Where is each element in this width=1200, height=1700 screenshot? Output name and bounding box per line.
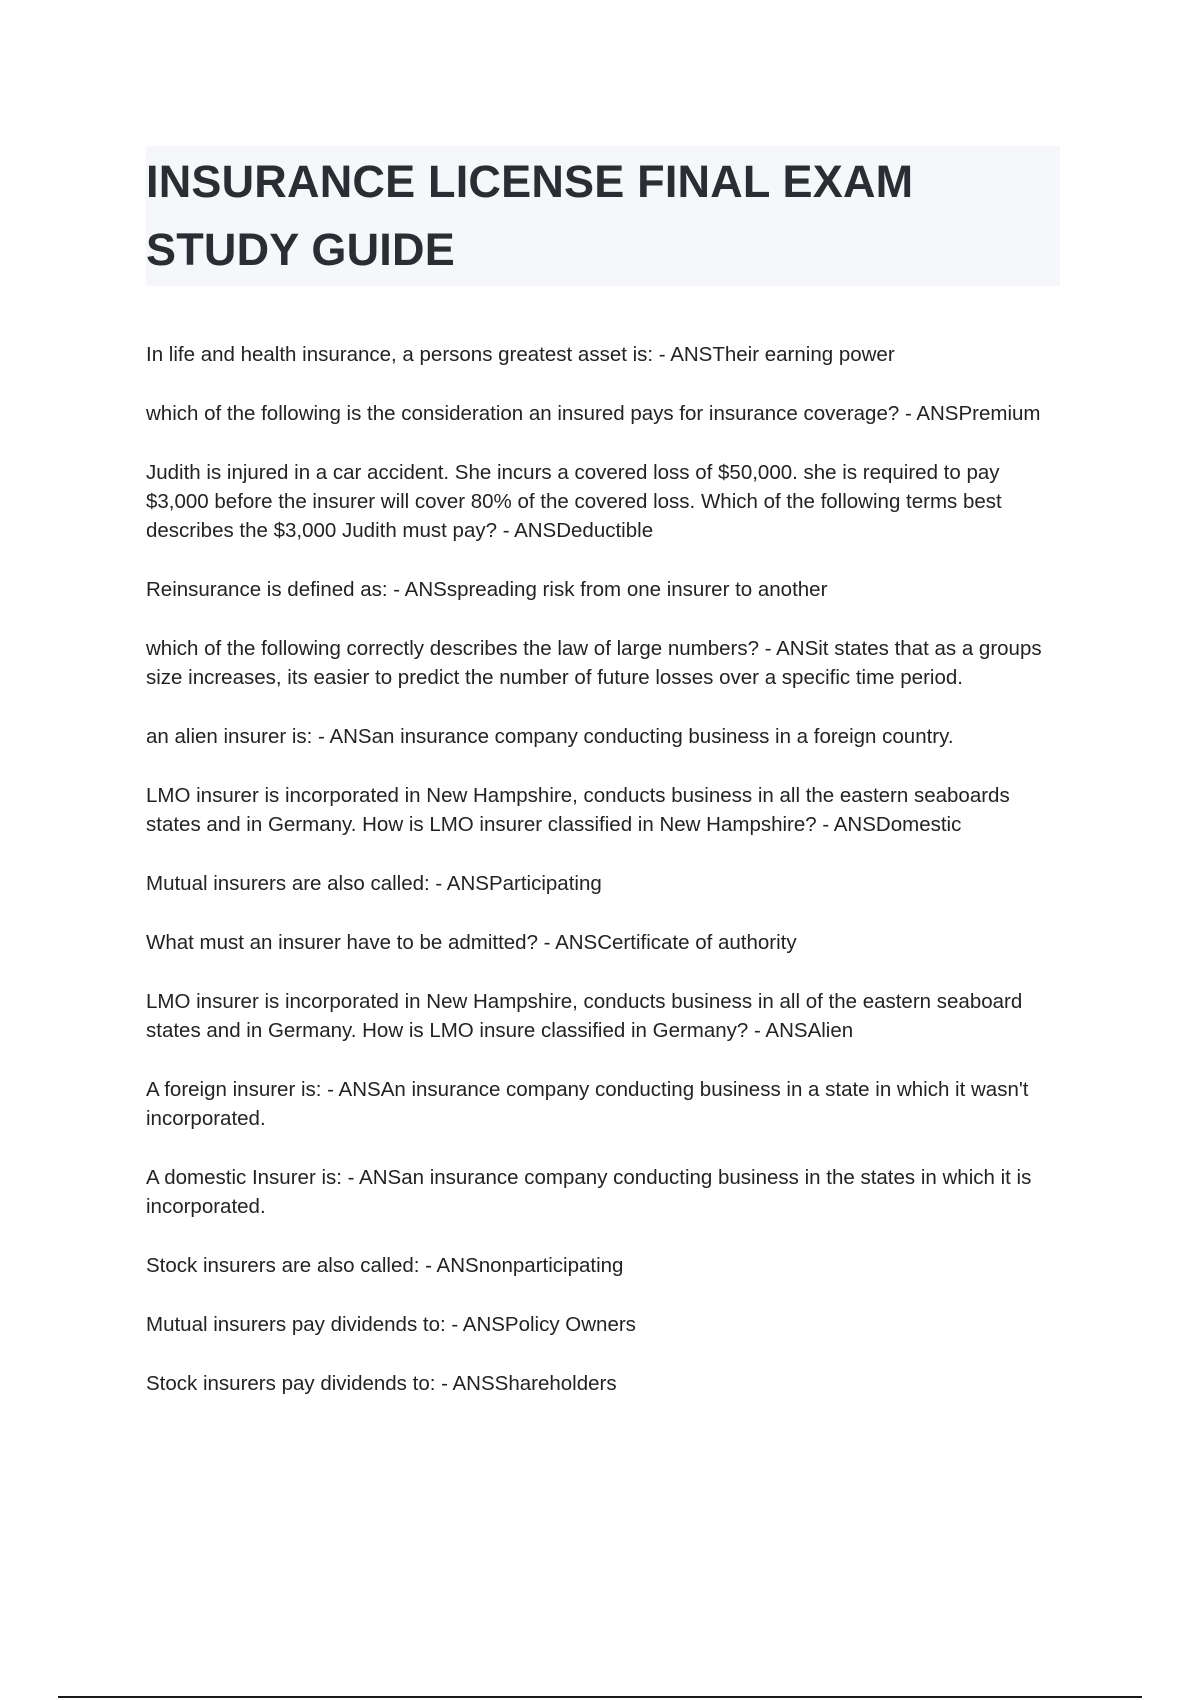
qa-item: LMO insurer is incorporated in New Hampshire, conducts business in all of the eastern seaboard states and in Germany. How is LMO insure classified in Germany? - ANSAlien [146,990,1023,1042]
qa-item: an alien insurer is: - ANSan insurance company conducting business in a foreign country. [146,725,954,748]
qa-item: which of the following correctly describes the law of large numbers? - ANSit states that as a groups size increases, its easier to predict the number of future losses over a specific time period. [146,637,1042,689]
qa-list [146,340,1066,1428]
qa-item: A foreign insurer is: - ANSAn insurance company conducting business in a state in which it wasn't incorporated. [146,1078,1029,1130]
qa-item: Reinsurance is defined as: - ANSspreading risk from one insurer to another [146,578,828,601]
qa-item: LMO insurer is incorporated in New Hampshire, conducts business in all the eastern seaboards states and in Germany. How is LMO insurer classified in New Hampshire? - ANSDomestic [146,784,1010,836]
qa-item: Mutual insurers pay dividends to: - ANSPolicy Owners [146,1313,636,1336]
qa-item: What must an insurer have to be admitted? - ANSCertificate of authority [146,931,797,954]
qa-item: Mutual insurers are also called: - ANSParticipating [146,872,602,895]
footer-divider [58,1696,1142,1698]
qa-item: A domestic Insurer is: - ANSan insurance company conducting business in the states in which it is incorporated. [146,1166,1032,1218]
qa-item: Stock insurers pay dividends to: - ANSShareholders [146,1372,617,1395]
qa-item: Stock insurers are also called: - ANSnonparticipating [146,1254,624,1277]
qa-item: Judith is injured in a car accident. She incurs a covered loss of $50,000. she is required to pay $3,000 before the insurer will cover 80% of the covered loss. Which of the following terms best describes the $3,000 Judith must pay? - ANSDeductible [146,461,1002,542]
title-block [146,146,1060,286]
qa-item: which of the following is the consideration an insured pays for insurance coverage? - ANSPremium [146,402,1041,425]
page-title: INSURANCE LICENSE FINAL EXAM STUDY GUIDE [146,156,914,275]
qa-item: In life and health insurance, a persons greatest asset is: - ANSTheir earning power [146,343,895,366]
